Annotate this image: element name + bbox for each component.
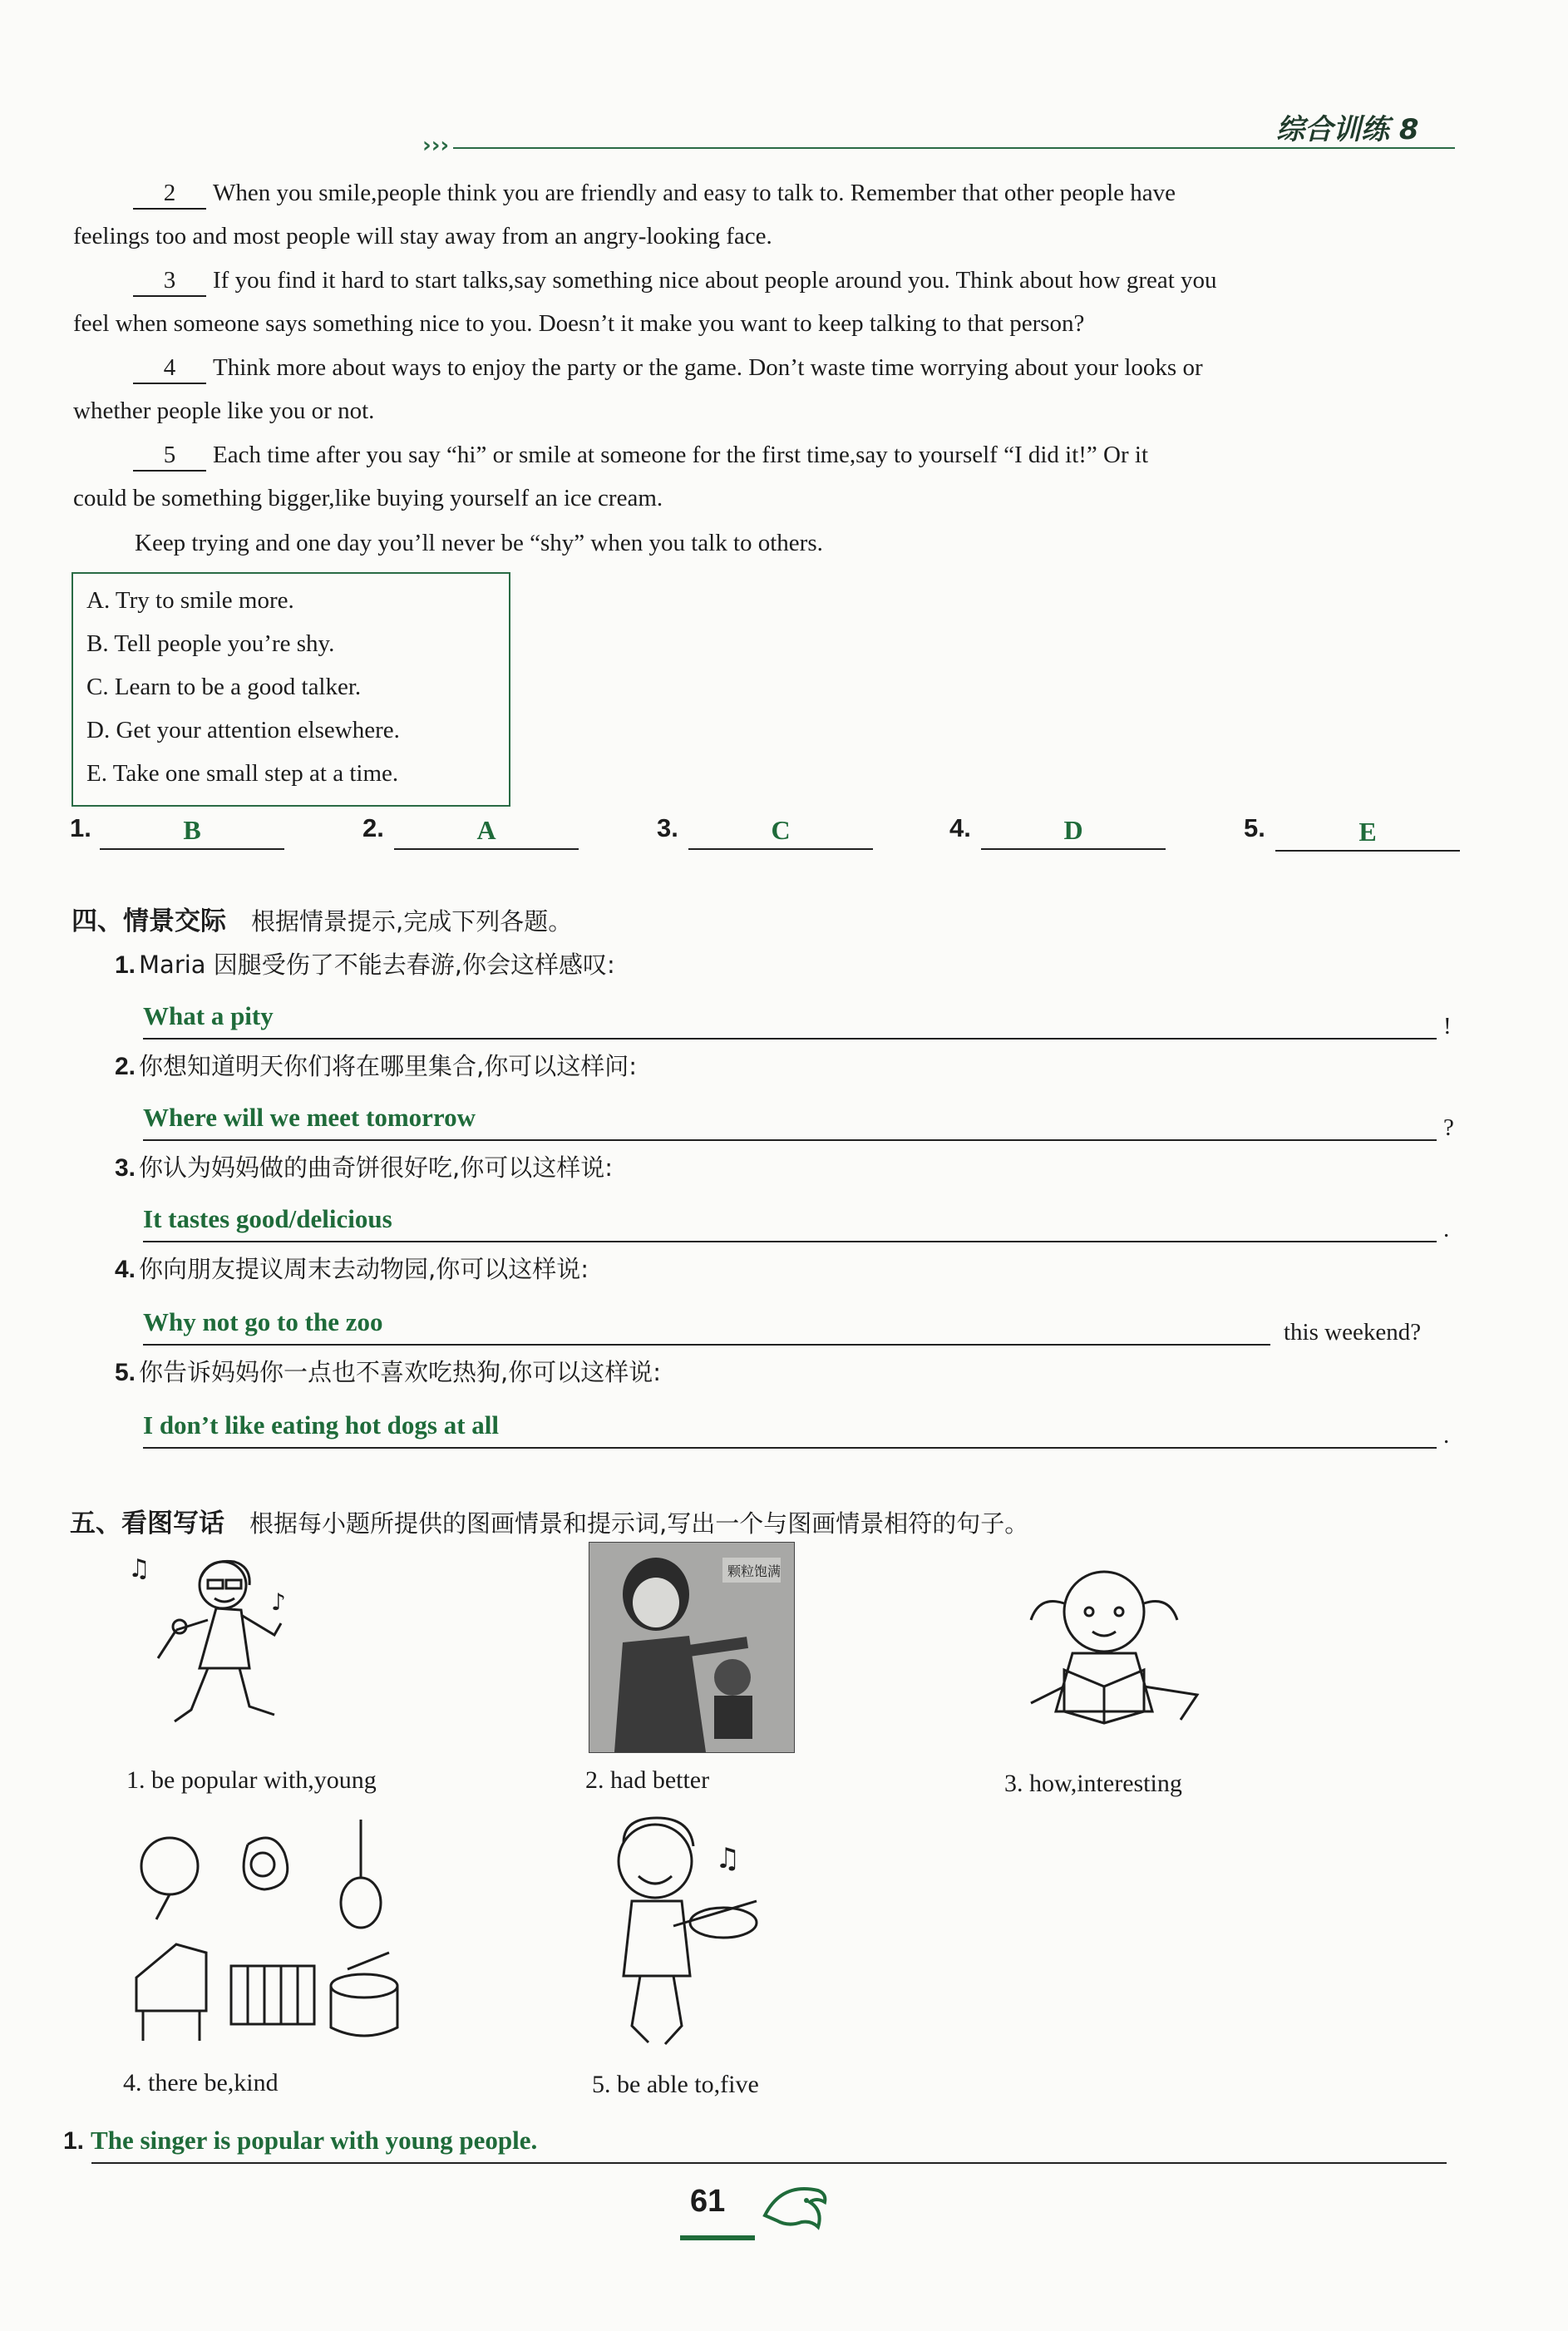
paragraph-3: 3 If you find it hard to start talks,say something nice about people around you. Think about how great you feel when someone says something nice to you. Doesn’t it make you want to keep talking to that person? — [73, 267, 1217, 337]
answer-label-2: 2. — [362, 813, 384, 842]
section4-answer-3: It tastes good/delicious — [143, 1204, 392, 1233]
answer-line — [91, 2162, 1447, 2164]
section4-answer-5: I don’t like eating hot dogs at all — [143, 1410, 500, 1440]
paragraph-4: 4 Think more about ways to enjoy the party or the game. Don’t waste time worrying about your looks or whether people like you or not. — [73, 354, 1203, 424]
dolphin-icon — [757, 2177, 831, 2248]
poster-illustration — [589, 1543, 794, 1752]
section4-title: 四、情景交际 — [71, 906, 226, 936]
header-title: 综合训练 8 — [1276, 113, 1419, 146]
answer-line-4 — [981, 848, 1166, 850]
poster-label: 颗粒饱满 — [727, 1563, 782, 1579]
section5-title: 五、看图写话 — [70, 1509, 224, 1538]
caption-5: 5. be able to,five — [592, 2071, 759, 2098]
answer-line — [143, 1344, 1270, 1346]
section4-answer-2: Where will we meet tomorrow — [143, 1103, 476, 1132]
paragraph-2: 2 When you smile,people think you are friendly and easy to talk to. Remember that other people have feelings too and most people will stay away from an angry-looking face. — [73, 180, 1176, 249]
girl-reading-illustration — [1006, 1545, 1214, 1745]
answer-line-1 — [100, 848, 284, 850]
answer-line — [143, 1139, 1437, 1141]
answer-value-3: C — [771, 815, 791, 845]
answer-line — [143, 1038, 1437, 1040]
answer-label-1: 1. — [70, 813, 91, 842]
picture-poster — [589, 1542, 795, 1753]
closing-sentence: Keep trying and one day you’ll never be “shy” when you talk to others. — [135, 530, 823, 556]
answer-label-5: 5. — [1244, 813, 1265, 842]
answer-line — [143, 1241, 1437, 1242]
answer-value-5: E — [1358, 817, 1377, 847]
picture-singer — [125, 1543, 299, 1751]
caption-3: 3. how,interesting — [1004, 1770, 1182, 1797]
answer-label-3: 3. — [657, 813, 678, 842]
answer-label-4: 4. — [949, 813, 971, 842]
option-e: E. Take one small step at a time. — [86, 760, 399, 787]
answer-value-1: B — [183, 815, 201, 845]
caption-2: 2. had better — [585, 1766, 710, 1794]
option-c: C. Learn to be a good talker. — [86, 674, 362, 700]
answer-line — [143, 1447, 1437, 1449]
instruments-illustration — [123, 1811, 409, 2052]
section5-heading — [70, 1502, 1028, 1539]
option-b: B. Tell people you’re shy. — [86, 630, 335, 657]
answer-value-4: D — [1063, 815, 1083, 845]
singer-illustration — [125, 1543, 299, 1751]
page-number-underline — [680, 2235, 755, 2240]
paragraph-5: 5 Each time after you say “hi” or smile at someone for the first time,say to yourself “I did it!” Or it could be something bigger,like buying yourself an ice cream. — [73, 442, 1149, 511]
answer-line-2 — [394, 848, 579, 850]
header-rule — [453, 147, 1455, 149]
picture-instruments — [123, 1811, 409, 2052]
answer-value-2: A — [476, 815, 496, 845]
svg-text:♪: ♪ — [271, 1588, 286, 1616]
section5-instruction: 根据每小题所提供的图画情景和提示词,写出一个与图画情景相符的句子。 — [249, 1509, 1029, 1538]
answer-line-3 — [688, 848, 873, 850]
violin-boy-illustration — [590, 1810, 790, 2052]
page-number: 61 — [690, 2184, 726, 2219]
section5-answer: 1. The singer is popular with young people. — [63, 2126, 538, 2155]
picture-violin-boy — [590, 1810, 790, 2052]
picture-girl-reading — [1006, 1545, 1214, 1745]
section4-instruction: 根据情景提示,完成下列各题。 — [251, 907, 573, 936]
option-a: A. Try to smile more. — [86, 587, 294, 614]
option-d: D. Get your attention elsewhere. — [86, 717, 400, 743]
svg-text:♫: ♫ — [715, 1842, 741, 1875]
svg-text:♫: ♫ — [128, 1554, 150, 1583]
caption-4: 4. there be,kind — [123, 2069, 279, 2096]
section4-answer-1: What a pity — [143, 1001, 274, 1030]
answer-line-5 — [1275, 850, 1460, 852]
options-box — [71, 572, 510, 807]
header-arrows: ››› — [422, 133, 450, 158]
section4-heading — [71, 900, 572, 937]
caption-1: 1. be popular with,young — [126, 1766, 377, 1794]
section4-answer-4: Why not go to the zoo — [143, 1307, 383, 1336]
